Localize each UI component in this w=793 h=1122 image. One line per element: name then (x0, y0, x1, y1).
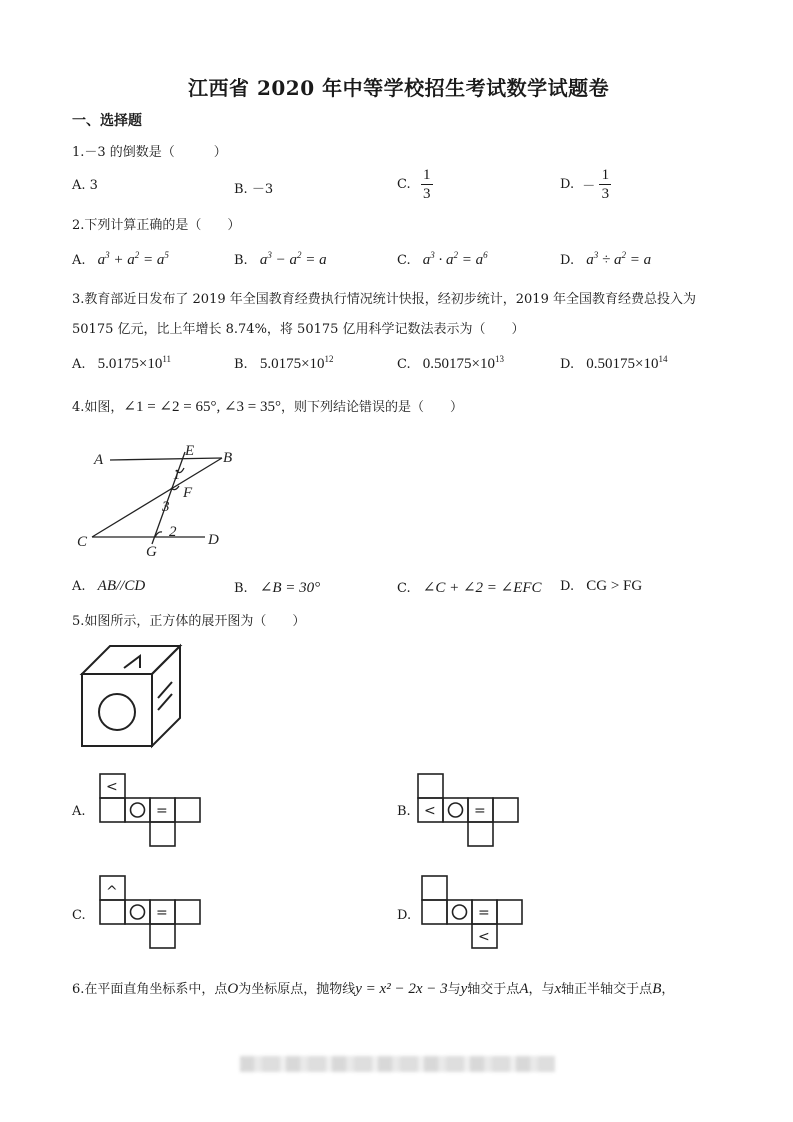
question-5-stem: 5.如图所示，正方体的展开图为（ ） (72, 614, 306, 629)
label-3: 3 (162, 499, 170, 515)
question-2-stem: 2.下列计算正确的是（ ） (72, 218, 241, 233)
q3-option-d (560, 354, 667, 373)
net-d (418, 872, 528, 952)
stem-math: x (554, 981, 562, 997)
geometry-diagram (72, 440, 252, 565)
option-label: D. (560, 177, 575, 192)
cube-front-face (82, 674, 152, 746)
q3-option-c (397, 354, 504, 373)
math-expression (260, 356, 334, 372)
angle-figure (72, 440, 252, 565)
base: 0.50175×10 (586, 356, 659, 372)
q4-option-c (397, 578, 542, 597)
cube-right-face (152, 646, 180, 746)
math-expression: CG > FG (586, 578, 643, 594)
q2-option-c (397, 250, 488, 269)
q1-option-a: A. 3 (72, 178, 98, 193)
question-3-stem-line1: 3.教育部近日发布了 2019 年全国教育经费执行情况统计快报，经初步统计，2019 年全国教育经费总投入为 (72, 292, 696, 307)
cube-drawing (76, 640, 186, 752)
math-expression: $a^3 \cdot a^2 = a^6$ (422, 250, 488, 268)
stem-math: ∠1 = ∠2 = 65°, ∠3 = 35° (123, 399, 281, 415)
label-f: F (183, 485, 193, 501)
q3-option-b (234, 354, 334, 373)
option-label: B. (234, 253, 248, 268)
q5-option-b-label: B. (397, 804, 411, 819)
base: 5.0175×10 (259, 356, 325, 372)
math-expression: ∠C + ∠2 = ∠EFC (422, 580, 542, 596)
blurred-footer-watermark (240, 1056, 555, 1072)
base: 5.0175×10 (97, 356, 163, 372)
option-label: C. (397, 177, 411, 192)
option-label: A. (72, 579, 86, 594)
stem-text: ， (661, 982, 675, 997)
net-c (96, 872, 206, 952)
q1-option-c (397, 166, 433, 203)
exponent: 13 (494, 354, 504, 364)
equals-mark: = (474, 803, 486, 819)
equals-mark: = (478, 905, 490, 921)
q5-option-c-label: C. (72, 908, 86, 923)
question-6-stem (72, 978, 674, 998)
denominator: 3 (423, 186, 431, 202)
stem-text: ，与 (528, 982, 555, 997)
exponent: 11 (162, 354, 172, 364)
math-expression (586, 356, 667, 372)
numerator: 1 (601, 167, 610, 183)
q1-option-d (560, 166, 611, 203)
stem-math: O (227, 981, 239, 997)
stem-text: 轴交于点 (467, 982, 520, 997)
question-3-stem-line2: 50175 亿元，比上年增长 8.74%，将 50175 亿用科学记数法表示为（ ） (72, 322, 525, 337)
exponent: 14 (658, 354, 668, 364)
net-a (96, 770, 206, 850)
q2-option-b (234, 250, 327, 269)
math-expression: ∠B = 30° (259, 580, 321, 596)
stem-math: y (460, 981, 468, 997)
label-1: 1 (173, 467, 181, 483)
stem-math: B (652, 981, 662, 997)
net-c-drawing (96, 872, 206, 952)
option-label: D. (560, 253, 575, 268)
line-cb (92, 458, 222, 537)
option-label: B. (234, 357, 248, 372)
less-than-mark: < (424, 803, 436, 819)
option-label: D. (560, 357, 575, 372)
stem-math: A (519, 981, 529, 997)
cube-figure (76, 640, 186, 752)
q5-option-d-label: D. (397, 908, 412, 923)
equals-mark: = (156, 905, 168, 921)
net-a-drawing (96, 770, 206, 850)
q5-option-a-label: A. (72, 804, 86, 819)
label-g: G (146, 544, 157, 560)
denominator: 3 (601, 186, 610, 202)
section-heading: 一、选择题 (72, 113, 142, 129)
math-expression (423, 356, 504, 372)
math-expression: $a^3 \div a^2 = a$ (586, 250, 652, 268)
stem-text: 4.如图， (72, 400, 124, 415)
fraction (599, 166, 611, 203)
option-label: C. (397, 581, 411, 596)
option-label: D. (560, 579, 575, 594)
option-label: A. (72, 253, 86, 268)
less-than-mark: < (106, 779, 118, 795)
angle-mark (124, 656, 140, 668)
label-e: E (185, 443, 195, 459)
minus-sign: － (582, 179, 596, 194)
label-c: C (77, 534, 88, 550)
question-1-stem: 1.－3 的倒数是（ ） (72, 145, 227, 160)
q4-option-d (560, 578, 642, 595)
net-b-drawing (414, 770, 524, 850)
stem-text: ，则下列结论错误的是（ ） (281, 400, 464, 415)
line-ab (110, 458, 222, 460)
less-than-mark: < (478, 929, 490, 945)
stem-text: 轴正半轴交于点 (561, 982, 653, 997)
circle-mark (99, 694, 135, 730)
math-expression (98, 356, 171, 372)
stem-math: y = x² − 2x − 3 (355, 981, 448, 997)
label-2: 2 (169, 524, 177, 540)
base: 0.50175×10 (422, 356, 495, 372)
option-label: C. (397, 253, 411, 268)
stem-text: 与 (447, 982, 461, 997)
net-b (414, 770, 524, 850)
label-b: B (223, 450, 233, 466)
math-expression: AB//CD (97, 578, 146, 594)
stem-text: 6.在平面直角坐标系中，点 (72, 982, 228, 997)
stem-text: 为坐标原点，抛物线 (238, 982, 356, 997)
net-d-drawing (418, 872, 528, 952)
q3-option-a (72, 354, 171, 373)
fraction (421, 166, 433, 203)
question-4-stem (72, 396, 463, 416)
option-label: C. (397, 357, 411, 372)
option-label: B. (234, 581, 248, 596)
caret-mark: ^ (106, 884, 118, 900)
q4-option-b (234, 578, 320, 597)
option-label: A. (72, 357, 86, 372)
label-d: D (208, 532, 219, 548)
q2-option-d (560, 250, 651, 269)
q2-option-a (72, 250, 169, 269)
equals-mark: = (156, 803, 168, 819)
page-title: 江西省 2020 年中等学校招生考试数学试题卷 (188, 76, 610, 100)
math-expression: $a^3 - a^2 = a$ (259, 250, 327, 268)
label-a: A (94, 452, 104, 468)
math-expression: $a^3 + a^2 = a^5$ (97, 250, 169, 268)
q4-option-a (72, 578, 145, 595)
exponent: 12 (324, 354, 334, 364)
numerator: 1 (423, 167, 431, 183)
q1-option-b: B. －3 (234, 182, 274, 197)
